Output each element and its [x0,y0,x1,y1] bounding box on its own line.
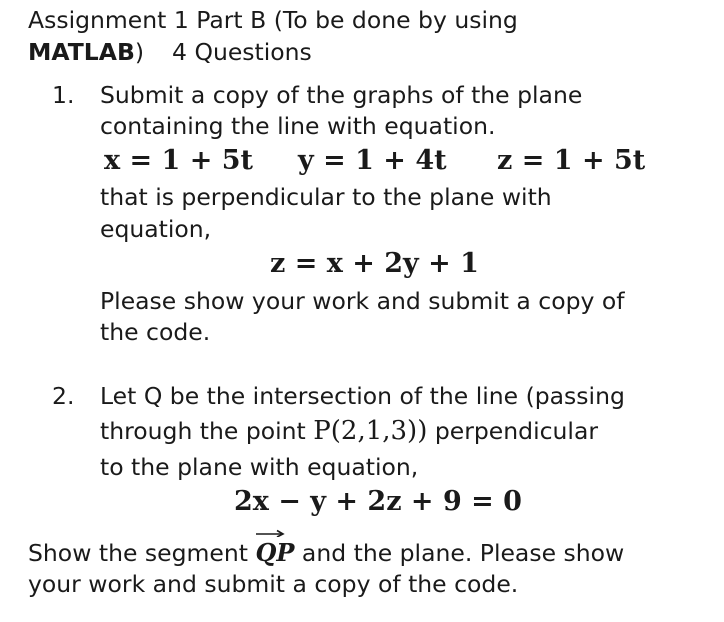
q1-plane-equation: z = x + 2y + 1 [270,248,479,279]
line-eq-x: x = 1 + 5t [104,145,253,176]
q1-text-line1: Submit a copy of the graphs of the plane [100,81,583,109]
question-2-number: 2. [52,382,75,410]
q2-text-line2 [100,416,598,446]
q2-line2-pre: through the point [100,417,306,445]
q1-text-line5: Please show your work and submit a copy of [100,287,625,315]
footer-line1 [28,538,624,568]
vector-arrow-icon [255,529,285,537]
assignment-title-line1: Assignment 1 Part B (To be done by using [28,6,518,34]
line-eq-z: z = 1 + 5t [497,145,646,176]
q1-text-line4: equation, [100,215,212,243]
point-p: P(2,1,3)) [313,416,428,446]
q2-plane-equation: 2x − y + 2z + 9 = 0 [234,486,522,517]
title-close-paren: ) [134,38,145,66]
question-count: 4 Questions [172,38,312,66]
q1-text-line2: containing the line with equation. [100,112,496,140]
vector-qp-label: QP [255,538,295,567]
footer-line1-pre: Show the segment [28,539,248,567]
question-1-number: 1. [52,81,75,109]
q2-text-line3: to the plane with equation, [100,453,419,481]
footer-line2: your work and submit a copy of the code. [28,570,519,598]
footer-line1-post: and the plane. Please show [301,539,625,567]
line-eq-y: y = 1 + 4t [298,145,447,176]
vector-qp [255,538,294,568]
assignment-title-line2 [28,37,312,67]
q2-text-line1: Let Q be the intersection of the line (passing [100,382,625,410]
q1-text-line3: that is perpendicular to the plane with [100,183,552,211]
q1-text-line6: the code. [100,318,211,346]
matlab-label: MATLAB [28,38,135,66]
q2-line2-post: perpendicular [434,417,599,445]
